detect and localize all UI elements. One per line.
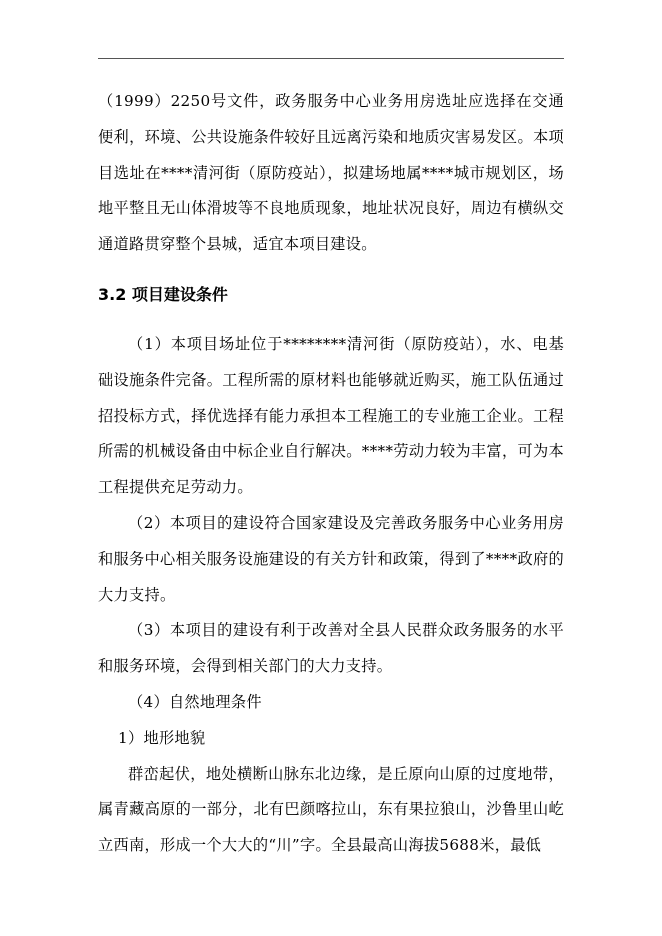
paragraph-condition-4-title: （4）自然地理条件 bbox=[128, 692, 262, 711]
paragraph-terrain-title: 1）地形地貌 bbox=[118, 728, 206, 747]
paragraph-terrain-description: 群峦起伏，地处横断山脉东北边缘，是丘原向山原的过度地带，属青藏高原的一部分，北有巴颜喀拉山，东有果拉狼山，沙鲁里山屹立西南，形成一个大大的“川”字。全县最高山海拔5688米，最低 bbox=[98, 764, 564, 855]
section-heading: 3.2 项目建设条件 bbox=[98, 284, 228, 304]
paragraph-condition-3: （3）本项目的建设有利于改善对全县人民群众政务服务的水平和服务环境，会得到相关部门的大力支持。 bbox=[98, 621, 564, 676]
paragraph-site-selection: （1999）2250号文件，政务服务中心业务用房选址应选择在交通便利，环境、公共设施条件较好且远离污染和地质灾害易发区。本项目选址在****清河街（原防疫站），拟建场地属****城市规划区，场地平整且无山体滑坡等不良地质现象，地址状况良好，周边有横纵交通道路贯穿整个县城，适宜本项目建设。 bbox=[98, 92, 564, 254]
paragraph-condition-1: （1）本项目场址位于********清河街（原防疫站），水、电基础设施条件完备。工程所需的原材料也能够就近购买，施工队伍通过招投标方式，择优选择有能力承担本工程施工的专业施工企业。工程所需的机械设备由中标企业自行解决。****劳动力较为丰富，可为本工程提供充足劳动力。 bbox=[98, 334, 564, 497]
header-rule bbox=[98, 58, 564, 59]
body-text bbox=[98, 84, 564, 864]
paragraph-condition-2: （2）本项目的建设符合国家建设及完善政务服务中心业务用房和服务中心相关服务设施建设的有关方针和政策，得到了****政府的大力支持。 bbox=[98, 513, 564, 604]
